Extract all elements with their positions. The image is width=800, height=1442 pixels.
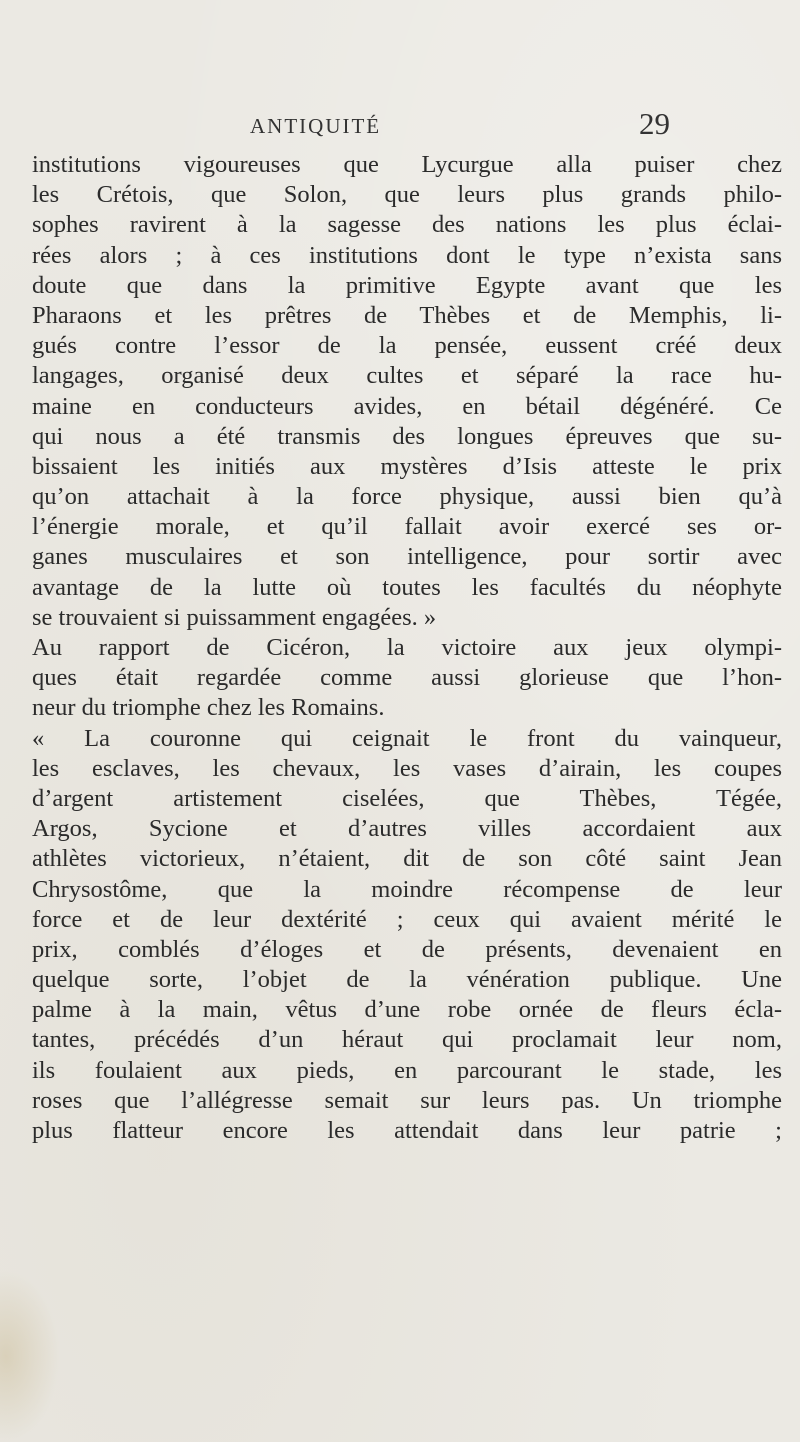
text-line: maine en conducteurs avides, en bétail dégénéré. Ce <box>32 392 782 420</box>
running-title: ANTIQUITÉ <box>250 114 382 138</box>
text-line: sophes ravirent à la sagesse des nations les plus éclai- <box>32 211 782 239</box>
text-line: plus flatteur encore les attendait dans leur patrie ; <box>32 1117 782 1144</box>
text-line: tantes, précédés d’un héraut qui proclamait leur nom, <box>32 1026 782 1054</box>
text-line: qui nous a été transmis des longues épreuves que su- <box>32 422 782 450</box>
text-line: bissaient les initiés aux mystères d’Isis atteste le prix <box>32 452 782 480</box>
text-line: institutions vigoureuses que Lycurgue alla puiser chez <box>32 151 782 178</box>
text-line: les esclaves, les chevaux, les vases d’airain, les coupes <box>32 754 782 782</box>
text-line: avantage de la lutte où toutes les facultés du néophyte <box>32 573 782 601</box>
text-line: force et de leur dextérité ; ceux qui avaient mérité le <box>32 905 782 933</box>
text-line: Au rapport de Cicéron, la victoire aux jeux olympi- <box>32 634 782 661</box>
body-text <box>32 150 782 1146</box>
paper-stain <box>0 1270 60 1442</box>
text-line: ils foulaient aux pieds, en parcourant le stade, les <box>32 1056 782 1084</box>
text-line: Pharaons et les prêtres de Thèbes et de Memphis, li- <box>32 301 782 329</box>
text-line: doute que dans la primitive Egypte avant que les <box>32 271 782 299</box>
text-line: langages, organisé deux cultes et séparé la race hu- <box>32 362 782 390</box>
text-line: prix, comblés d’éloges et de présents, devenaient en <box>32 935 782 963</box>
page-header <box>250 106 670 146</box>
text-line: l’énergie morale, et qu’il fallait avoir exercé ses or- <box>32 513 782 541</box>
text-line: les Crétois, que Solon, que leurs plus grands philo- <box>32 181 782 209</box>
text-line: rées alors ; à ces institutions dont le type n’exista sans <box>32 241 782 269</box>
text-line: roses que l’allégresse semait sur leurs pas. Un triomphe <box>32 1086 782 1114</box>
text-line: palme à la main, vêtus d’une robe ornée de fleurs écla- <box>32 996 782 1024</box>
text-line: athlètes victorieux, n’étaient, dit de son côté saint Jean <box>32 845 782 873</box>
text-line: qu’on attachait à la force physique, aussi bien qu’à <box>32 483 782 511</box>
text-line: Argos, Sycione et d’autres villes accordaient aux <box>32 815 782 843</box>
text-line: gués contre l’essor de la pensée, eussent créé deux <box>32 332 782 360</box>
text-line: ques était regardée comme aussi glorieuse que l’hon- <box>32 664 782 692</box>
text-line: neur du triomphe chez les Romains. <box>32 694 385 722</box>
text-line: se trouvaient si puissamment engagées. » <box>32 603 437 631</box>
text-line: ganes musculaires et son intelligence, pour sortir avec <box>32 543 782 571</box>
text-line: d’argent artistement ciselées, que Thèbes, Tégée, <box>32 784 782 812</box>
text-line: Chrysostôme, que la moindre récompense de leur <box>32 875 782 903</box>
page-number: 29 <box>639 106 670 141</box>
text-line: « La couronne qui ceignait le front du vainqueur, <box>32 724 782 752</box>
text-line: quelque sorte, l’objet de la vénération publique. Une <box>32 966 782 994</box>
